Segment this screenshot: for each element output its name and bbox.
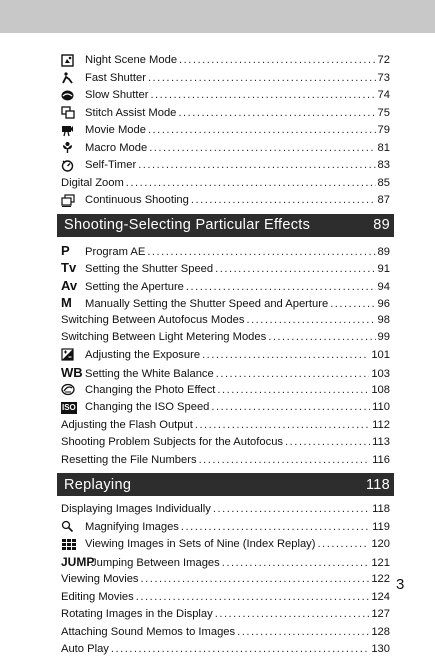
section-title: Shooting-Selecting Particular Effects — [64, 217, 311, 233]
tv-icon: Tv — [61, 260, 77, 275]
dot-leader — [138, 157, 375, 175]
dot-leader — [237, 624, 369, 642]
toc-entry-page: 89 — [377, 245, 390, 258]
dot-leader — [285, 434, 370, 452]
toc-entry[interactable] — [61, 192, 390, 210]
dot-leader — [213, 501, 370, 519]
toc-entry[interactable] — [61, 259, 390, 277]
toc-entry[interactable] — [61, 294, 390, 312]
toc-entry-page: 118 — [372, 503, 390, 515]
toc-entry-label: Macro Mode — [85, 141, 148, 154]
toc-entry-label: Jumping Between Images — [91, 556, 220, 569]
toc-entry-label: Editing Movies — [61, 590, 134, 603]
toc-entry[interactable] — [61, 501, 390, 519]
toc-entry-label: Digital Zoom — [61, 176, 124, 189]
toc-entry-label: Changing the ISO Speed — [85, 401, 210, 413]
dot-leader — [148, 70, 376, 88]
toc-entry[interactable] — [61, 277, 390, 295]
toc-entry-label: Resetting the File Numbers — [61, 453, 197, 466]
fast-shutter-icon — [61, 70, 85, 88]
toc-entry-page: 81 — [377, 141, 390, 154]
toc-entry-page: 79 — [377, 124, 390, 136]
toc-entry[interactable] — [61, 329, 390, 347]
toc-entry-page: 73 — [377, 71, 390, 84]
page-number: 3 — [396, 576, 405, 593]
toc-entry-label: Switching Between Autofocus Modes — [61, 313, 245, 326]
toc-entry-page: 128 — [371, 625, 390, 638]
continuous-shooting-icon — [61, 192, 85, 210]
dot-leader — [191, 192, 376, 210]
dot-leader — [141, 571, 370, 589]
toc-entry-page: 112 — [372, 418, 390, 431]
dot-leader — [126, 175, 376, 193]
toc-entry[interactable] — [61, 140, 390, 158]
toc-entry-label: Setting the Aperture — [85, 280, 184, 293]
toc-entry-page: 119 — [372, 520, 390, 533]
toc-entry-label: Continuous Shooting — [85, 194, 189, 206]
toc-entry[interactable] — [61, 417, 390, 435]
toc-entry[interactable] — [61, 175, 390, 193]
toc-entry-page: 110 — [372, 401, 390, 413]
toc-entry[interactable] — [61, 242, 390, 260]
section-heading-shooting-effects[interactable] — [57, 214, 394, 237]
toc-entry-label: Viewing Images in Sets of Nine (Index Replay) — [85, 538, 316, 550]
toc-entry-label: Shooting Problem Subjects for the Autofocus — [61, 436, 284, 448]
white-balance-icon: WB — [61, 365, 83, 380]
toc-entry-page: 74 — [377, 89, 390, 101]
table-of-contents — [61, 52, 390, 659]
toc-entry[interactable] — [61, 434, 390, 452]
manual-icon: M — [61, 295, 72, 310]
toc-entry[interactable] — [61, 157, 390, 175]
toc-entry-label: Viewing Movies — [61, 573, 139, 585]
slow-shutter-icon — [61, 87, 85, 105]
toc-entry-page: 75 — [377, 106, 390, 119]
toc-entry-label: Adjusting the Exposure — [85, 348, 201, 361]
toc-entry[interactable] — [61, 641, 390, 659]
toc-entry[interactable] — [61, 347, 390, 365]
dot-leader — [268, 329, 375, 347]
toc-entry[interactable] — [61, 312, 390, 330]
toc-entry-page: 83 — [377, 159, 390, 171]
dot-leader — [215, 261, 375, 279]
toc-entry-page: 103 — [371, 368, 390, 380]
toc-entry[interactable] — [61, 519, 390, 537]
dot-leader — [150, 87, 375, 105]
toc-entry-label: Movie Mode — [85, 124, 146, 136]
dot-leader — [318, 536, 370, 554]
section-heading-replaying[interactable] — [57, 473, 394, 496]
toc-entry[interactable] — [61, 571, 390, 589]
dot-leader — [147, 244, 375, 262]
toc-entry-page: 127 — [371, 608, 390, 620]
toc-entry-page: 108 — [371, 383, 390, 396]
program-ae-icon: P — [61, 242, 70, 258]
jump-icon: JUMP — [61, 554, 95, 569]
toc-group-replaying — [61, 501, 390, 659]
av-icon: Av — [61, 277, 78, 293]
toc-entry-page: 87 — [377, 194, 390, 206]
toc-entry-label: Slow Shutter — [85, 89, 149, 101]
dot-leader — [199, 452, 371, 470]
toc-entry-page: 98 — [377, 313, 390, 326]
toc-group-shooting-modes — [61, 52, 390, 210]
toc-entry-page: 94 — [377, 280, 390, 293]
self-timer-icon — [61, 157, 85, 175]
toc-group-shooting-effects — [61, 242, 390, 470]
toc-entry[interactable] — [61, 364, 390, 382]
dot-leader — [148, 122, 376, 140]
dot-leader — [195, 417, 370, 435]
toc-entry-label: Program AE — [85, 245, 146, 258]
section-page: 89 — [373, 217, 390, 233]
toc-entry[interactable] — [61, 554, 390, 572]
toc-entry-label: Manually Setting the Shutter Speed and Aperture — [85, 298, 329, 310]
toc-entry-label: Switching Between Light Metering Modes — [61, 331, 267, 343]
toc-entry-page: 72 — [377, 54, 390, 66]
toc-entry-page: 101 — [371, 348, 390, 361]
toc-entry-page: 91 — [377, 263, 390, 275]
toc-entry[interactable] — [61, 122, 390, 140]
toc-entry-label: Adjusting the Flash Output — [61, 418, 193, 431]
photo-effect-icon — [61, 382, 85, 400]
toc-entry-label: Stitch Assist Mode — [85, 106, 177, 119]
toc-entry-page: 121 — [371, 556, 390, 569]
toc-entry[interactable] — [61, 536, 390, 554]
stitch-assist-icon — [61, 105, 85, 123]
toc-entry-label: Rotating Images in the Display — [61, 608, 213, 620]
toc-entry[interactable] — [61, 452, 390, 470]
index-replay-icon — [61, 536, 85, 554]
section-title: Replaying — [64, 476, 132, 493]
dot-leader — [111, 641, 369, 659]
dot-leader — [178, 105, 375, 123]
toc-entry-page: 124 — [371, 590, 390, 603]
dot-leader — [186, 279, 376, 297]
toc-entry-page: 130 — [371, 643, 390, 655]
section-page: 118 — [365, 476, 390, 493]
exposure-icon — [61, 347, 85, 365]
toc-entry[interactable] — [61, 87, 390, 105]
toc-entry[interactable] — [61, 624, 390, 642]
toc-entry-label: Displaying Images Individually — [61, 503, 211, 515]
toc-entry[interactable] — [61, 105, 390, 123]
dot-leader — [136, 589, 370, 607]
toc-entry-label: Attaching Sound Memos to Images — [61, 625, 236, 638]
toc-entry-page: 85 — [377, 176, 390, 189]
dot-leader — [149, 140, 375, 158]
movie-icon — [61, 122, 85, 140]
header-bar — [0, 0, 435, 33]
dot-leader — [222, 555, 370, 573]
toc-entry[interactable] — [61, 70, 390, 88]
toc-entry-page: 122 — [371, 573, 390, 585]
toc-entry-label: Auto Play — [61, 643, 109, 655]
toc-entry[interactable] — [61, 606, 390, 624]
toc-entry-page: 113 — [372, 436, 390, 448]
toc-entry-page: 120 — [371, 538, 390, 550]
toc-entry-label: Setting the Shutter Speed — [85, 263, 214, 275]
toc-entry-label: Changing the Photo Effect — [85, 383, 216, 396]
dot-leader — [179, 52, 376, 70]
iso-icon: ISO — [62, 403, 76, 412]
toc-entry[interactable] — [61, 399, 390, 417]
macro-icon — [61, 140, 85, 158]
dot-leader — [246, 312, 375, 330]
toc-entry[interactable] — [61, 589, 390, 607]
magnify-icon — [61, 519, 85, 537]
toc-entry-label: Setting the White Balance — [85, 368, 214, 380]
toc-entry-page: 99 — [377, 331, 390, 343]
toc-entry-page: 96 — [377, 298, 390, 310]
dot-leader — [215, 606, 370, 624]
toc-entry-label: Night Scene Mode — [85, 54, 178, 66]
toc-entry-page: 116 — [372, 453, 390, 466]
toc-entry[interactable] — [61, 382, 390, 400]
toc-entry-label: Self-Timer — [85, 159, 137, 171]
toc-entry-label: Magnifying Images — [85, 520, 179, 533]
dot-leader — [217, 382, 369, 400]
dot-leader — [211, 399, 370, 417]
toc-entry-label: Fast Shutter — [85, 71, 146, 84]
dot-leader — [202, 347, 369, 365]
toc-entry[interactable] — [61, 52, 390, 70]
night-scene-icon — [61, 52, 85, 70]
dot-leader — [181, 519, 370, 537]
